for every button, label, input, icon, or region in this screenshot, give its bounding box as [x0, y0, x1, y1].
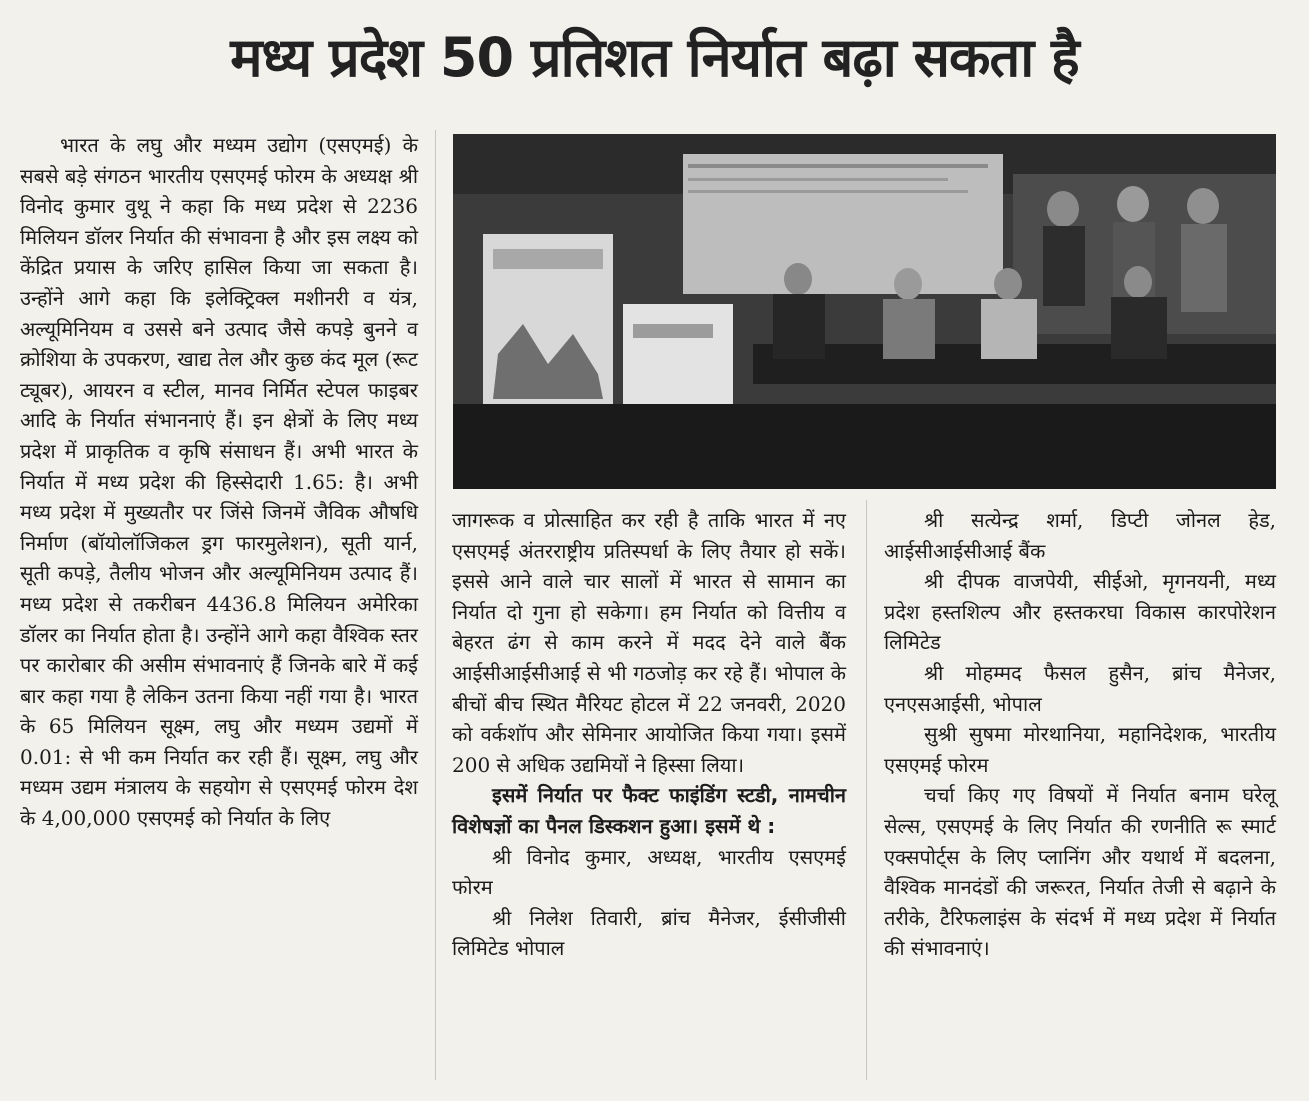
- column-divider: [435, 130, 436, 1080]
- panelist-entry: सुश्री सुषमा मोरथानिया, महानिदेशक, भारतीय एसएमई फोरम: [884, 722, 1276, 777]
- article-column-1: [20, 130, 418, 834]
- panelist-entry: श्री सत्येन्द्र शर्मा, डिप्टी जोनल हेड, आईसीआईसीआई बैंक: [884, 508, 1276, 563]
- column-divider: [866, 500, 867, 1080]
- event-photo: [453, 134, 1276, 489]
- panelist-entry: श्री विनोद कुमार, अध्यक्ष, भारतीय एसएमई फोरम: [452, 844, 846, 900]
- article-paragraph-bold: इसमें निर्यात पर फैक्ट फाइंडिंग स्टडी, नामचीन विशेषज्ञों का पैनल डिस्कशन हुआ। इसमें थे :: [452, 783, 846, 838]
- article-paragraph: जागरूक व प्रोत्साहित कर रही है ताकि भारत में नए एसएमई अंतरराष्ट्रीय प्रतिस्पर्धा के लिए तैयार हो सकें। इससे आने वाले चार सालों में भारत से सामान का निर्यात दो गुना हो सकेगा। हम निर्यात को वित्तीय व बेहरत ढंग से काम करने में मदद देने वाले बैंक आईसीआईसीआई से भी गठजोड़ कर रहे हैं। भोपाल के बीचों बीच स्थित मैरियट होटल में 22 जनवरी, 2020 को वर्कशॉप और सेमिनार आयोजित किया गया। इसमें 200 से अधिक उद्यमियों ने हिस्सा लिया।: [452, 508, 846, 777]
- headline: मध्य प्रदेश 50 प्रतिशत निर्यात बढ़ा सकता है: [230, 26, 1079, 89]
- article-column-3: [884, 505, 1276, 964]
- panelist-entry: श्री दीपक वाजपेयी, सीईओ, मृगनयनी, मध्य प्रदेश हस्तशिल्प और हस्तकरघा विकास कारपोरेशन लिमिटेड: [884, 569, 1276, 655]
- panelist-entry: श्री मोहम्मद फैसल हुसैन, ब्रांच मैनेजर, एनएसआईसी, भोपाल: [884, 660, 1276, 716]
- article-paragraph: चर्चा किए गए विषयों में निर्यात बनाम घरेलू सेल्स, एसएमई के लिए निर्यात की रणनीति रू स्मार्ट एक्सपोर्ट्स के लिए प्लानिंग और यथार्थ में बदलना, वैश्विक मानदंडों की जरूरत, निर्यात तेजी से बढ़ाने के तरीके, टैरिफलाइंस के संदर्भ में मध्य प्रदेश में निर्यात की संभावनाएं।: [884, 783, 1276, 961]
- article-column-2: [452, 505, 846, 964]
- panelist-entry: श्री निलेश तिवारी, ब्रांच मैनेजर, ईसीजीसी लिमिटेड भोपाल: [452, 905, 846, 961]
- article-paragraph: भारत के लघु और मध्यम उद्योग (एसएमई) के सबसे बड़े संगठन भारतीय एसएमई फोरम के अध्यक्ष श्री विनोद कुमार वुथू ने कहा कि मध्य प्रदेश से 2236 मिलियन डॉलर निर्यात की संभावना है और इस लक्ष्य को केंद्रित प्रयास के जरिए हासिल किया जा सकता है। उन्होंने आगे कहा कि इलेक्ट्रिक्ल मशीनरी व यंत्र, अल्यूमिनियम व उससे बने उत्पाद जैसे कपड़े बुनने व क्रोशिया के उपकरण, खाद्य तेल और कुछ कंद मूल (रूट ट्यूबर), आयरन व स्टील, मानव निर्मित स्टेपल फाइबर आदि के निर्यात संभाननाएं हैं। इन क्षेत्रों के लिए मध्य प्रदेश में प्राकृतिक व कृषि संसाधन हैं। अभी भारत के निर्यात में मध्य प्रदेश की हिस्सेदारी 1.65: है। अभी मध्य प्रदेश में मुख्यतौर पर जिंसे जिनमें जैविक औषधि निर्माण (बॉयोलॉजिकल ड्रग फारमुलेशन), सूती यार्न, सूती कपड़े, तैलीय भोजन और अल्यूमिनियम उत्पाद हैं। मध्य प्रदेश से तकरीबन 4436.8 मिलियन अमेरिका डॉलर का निर्यात होता है। उन्होंने आगे कहा वैश्विक स्तर पर कारोबार की असीम संभावनाएं हैं जिनके बारे में कई बार कहा गया है लेकिन उतना किया नहीं गया है। भारत के 65 मिलियन सूक्ष्म, लघु और मध्यम उद्यमों में 0.01: से भी कम निर्यात कर रही हैं। सूक्ष्म, लघु और मध्यम उद्यम मंत्रालय के सहयोग से एसएमई फोरम देश के 4,00,000 एसएमई को निर्यात के लिए: [20, 133, 418, 831]
